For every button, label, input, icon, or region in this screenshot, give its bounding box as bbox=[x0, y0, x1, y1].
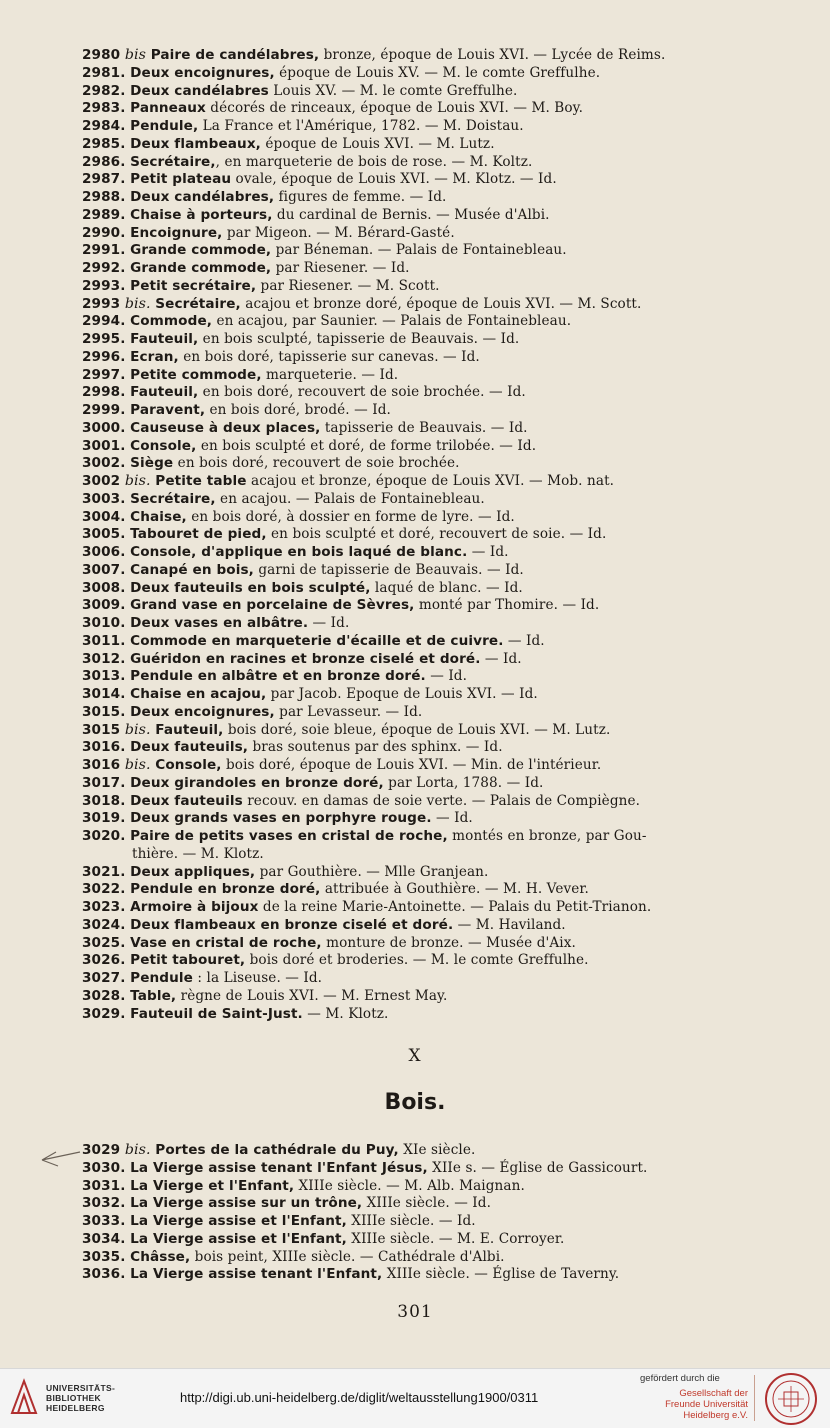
entry-number: 2997. bbox=[82, 366, 126, 383]
catalogue-entry bbox=[82, 509, 752, 527]
entry-title: Canapé en bois, bbox=[130, 561, 254, 578]
catalogue-entry bbox=[82, 1213, 762, 1231]
catalogue-entry bbox=[82, 491, 752, 509]
entry-title: Pendule en albâtre et en bronze doré. bbox=[130, 668, 426, 685]
entry-title: Vase en cristal de roche, bbox=[130, 934, 322, 951]
entry-continuation: thière. — M. Klotz. bbox=[132, 845, 264, 862]
entry-description: décorés de rinceaux, époque de Louis XVI. — M. Boy. bbox=[205, 100, 584, 117]
entry-title: Deux girandoles en bronze doré, bbox=[130, 774, 384, 791]
entry-title: Paire de candélabres, bbox=[150, 47, 320, 63]
entry-description: par Béneman. — Palais de Fontainebleau. bbox=[271, 242, 567, 259]
entry-title: La Vierge assise tenant l'Enfant, bbox=[130, 1266, 383, 1283]
catalogue-entries-wood bbox=[82, 1142, 762, 1284]
catalogue-entry bbox=[82, 420, 752, 438]
source-url-link[interactable]: http://digi.ub.uni-heidelberg.de/diglit/weltausstellung1900/0311 bbox=[180, 1390, 539, 1405]
entry-description: monté par Thomire. — Id. bbox=[414, 597, 600, 614]
section-number: X bbox=[408, 1046, 422, 1066]
entry-title: Console, bbox=[130, 437, 197, 454]
entry-number: 3024. bbox=[82, 916, 126, 933]
catalogue-entry bbox=[82, 136, 752, 154]
entry-title: Petit plateau bbox=[130, 171, 232, 188]
entry-title: Deux encoignures, bbox=[130, 64, 275, 81]
entry-title: La Vierge assise et l'Enfant, bbox=[130, 1230, 347, 1247]
entry-number: 3028. bbox=[82, 987, 126, 1004]
catalogue-entry bbox=[82, 473, 752, 491]
entry-number: 2985. bbox=[82, 135, 126, 152]
catalogue-entry bbox=[82, 349, 752, 367]
entry-number: 2991. bbox=[82, 242, 126, 259]
entry-description: en bois doré, recouvert de soie brochée. bbox=[173, 455, 460, 472]
entry-title: Deux vases en albâtre. bbox=[130, 615, 309, 631]
entry-title: Encoignure, bbox=[130, 224, 223, 241]
entry-number: 3012. bbox=[82, 650, 126, 667]
entry-number: 3001. bbox=[82, 437, 126, 454]
section-title: Bois. bbox=[384, 1090, 446, 1115]
entry-description: XIIIe siècle. — Église de Taverny. bbox=[382, 1266, 620, 1283]
entry-number: 3014. bbox=[82, 686, 126, 702]
catalogue-entry bbox=[82, 651, 752, 669]
entry-description: en bois doré, recouvert de soie brochée. — Id. bbox=[198, 384, 526, 401]
entry-title: Paire de petits vases en cristal de roche, bbox=[130, 828, 448, 844]
entry-number: 3034. bbox=[82, 1230, 126, 1247]
library-logo-icon bbox=[8, 1377, 40, 1417]
entry-title: Fauteuil, bbox=[155, 721, 224, 738]
entry-title: Deux fauteuils en bois sculpté, bbox=[130, 579, 371, 596]
entry-description: XIIIe siècle. — Id. bbox=[346, 1213, 476, 1229]
entry-number: 3016 bbox=[82, 757, 121, 773]
catalogue-entry bbox=[82, 242, 752, 260]
entry-description: en bois sculpté et doré, recouvert de soie. — Id. bbox=[266, 526, 607, 543]
entry-description: — M. Klotz. bbox=[302, 1005, 389, 1022]
entry-description: monture de bronze. — Musée d'Aix. bbox=[321, 934, 576, 951]
entry-description: XIIe s. — Église de Gassicourt. bbox=[427, 1159, 648, 1176]
entry-number: 3020. bbox=[82, 828, 126, 844]
entry-description: en bois doré, brodé. — Id. bbox=[205, 402, 391, 418]
catalogue-entry bbox=[82, 296, 752, 314]
entry-title: Fauteuil, bbox=[130, 384, 199, 401]
entry-description: montés en bronze, par Gou- bbox=[447, 828, 647, 844]
entry-description: recouv. en damas de soie verte. — Palais de Compiègne. bbox=[242, 792, 641, 809]
entry-number: 3011. bbox=[82, 632, 126, 649]
university-seal-icon bbox=[764, 1372, 818, 1426]
catalogue-entry bbox=[82, 562, 752, 580]
entry-description: — Id. bbox=[308, 615, 350, 631]
catalogue-entry bbox=[82, 668, 752, 686]
entry-title: Pendule en bronze doré, bbox=[130, 881, 321, 898]
entry-number: 3025. bbox=[82, 934, 126, 951]
catalogue-entry bbox=[82, 1266, 762, 1284]
entry-title: Pendule bbox=[130, 970, 193, 986]
entry-title: La Vierge assise sur un trône, bbox=[130, 1195, 363, 1212]
entry-title: Grand vase en porcelaine de Sèvres, bbox=[130, 597, 415, 614]
entry-number: 3018. bbox=[82, 792, 126, 809]
catalogue-entry bbox=[82, 775, 752, 793]
catalogue-entry bbox=[82, 935, 752, 953]
entry-title: Châsse, bbox=[130, 1248, 191, 1265]
catalogue-entry bbox=[82, 455, 752, 473]
entry-description: en bois doré, à dossier en forme de lyre. — Id. bbox=[186, 508, 515, 525]
entry-title: Petit secrétaire, bbox=[130, 277, 257, 294]
catalogue-entry bbox=[82, 952, 752, 970]
entry-title: Siège bbox=[130, 455, 174, 472]
catalogue-entry bbox=[82, 1231, 762, 1249]
entry-number: 3006. bbox=[82, 544, 126, 560]
entry-title: Petit tabouret, bbox=[130, 952, 246, 969]
entry-description: attribuée à Gouthière. — M. H. Vever. bbox=[320, 881, 589, 898]
catalogue-entry bbox=[82, 225, 752, 243]
entry-description: XIe siècle. bbox=[398, 1142, 476, 1158]
entry-description: par Riesener. — Id. bbox=[271, 260, 410, 276]
catalogue-entry bbox=[82, 260, 752, 278]
entry-description: par Riesener. — M. Scott. bbox=[256, 277, 440, 294]
pencil-arrow-icon bbox=[38, 1148, 82, 1168]
entry-title: Guéridon en racines et bronze ciselé et doré. bbox=[130, 650, 481, 667]
catalogue-entry bbox=[82, 615, 752, 633]
entry-title: Tabouret de pied, bbox=[130, 526, 267, 543]
entry-title: Deux fauteuils bbox=[130, 792, 243, 809]
catalogue-entry bbox=[82, 1142, 762, 1160]
entry-number: 2992. bbox=[82, 260, 126, 276]
entry-number: 2993. bbox=[82, 277, 126, 294]
catalogue-entry bbox=[82, 757, 752, 775]
entry-bis: bis. bbox=[124, 473, 151, 489]
catalogue-entry bbox=[82, 686, 752, 704]
entry-number: 3017. bbox=[82, 774, 126, 791]
entry-number: 3029 bbox=[82, 1142, 121, 1158]
entry-number: 2987. bbox=[82, 171, 126, 188]
entry-description: La France et l'Amérique, 1782. — M. Doistau. bbox=[198, 118, 524, 134]
catalogue-entry bbox=[82, 47, 752, 65]
entry-description: bois doré, soie bleue, époque de Louis XVI. — M. Lutz. bbox=[223, 721, 611, 738]
entry-bis: bis. bbox=[124, 295, 151, 312]
entry-description: du cardinal de Bernis. — Musée d'Albi. bbox=[272, 206, 550, 223]
entry-title: Panneaux bbox=[130, 100, 206, 117]
page-number: 301 bbox=[397, 1302, 433, 1322]
entry-number: 3031. bbox=[82, 1177, 126, 1194]
catalogue-entry bbox=[82, 828, 752, 864]
entry-number: 3019. bbox=[82, 810, 126, 827]
entry-description: époque de Louis XVI. — M. Lutz. bbox=[260, 135, 495, 152]
entry-description: bois peint, XIIIe siècle. — Cathédrale d'Albi. bbox=[190, 1248, 505, 1265]
entry-number: 2994. bbox=[82, 313, 126, 330]
footer-bar bbox=[0, 1368, 830, 1428]
entry-number: 3032. bbox=[82, 1195, 126, 1212]
entry-description: ovale, époque de Louis XVI. — M. Klotz. — Id. bbox=[231, 171, 557, 188]
entry-title: Petite table bbox=[155, 473, 247, 489]
entry-number: 2982. bbox=[82, 82, 126, 99]
entry-number: 3033. bbox=[82, 1213, 126, 1229]
entry-description: bronze, époque de Louis XVI. — Lycée de Reims. bbox=[319, 47, 666, 63]
entry-number: 2996. bbox=[82, 348, 126, 365]
entry-title: Commode en marqueterie d'écaille et de cuivre. bbox=[130, 632, 504, 649]
entry-number: 3007. bbox=[82, 561, 126, 578]
entry-description: Louis XV. — M. le comte Greffulhe. bbox=[268, 82, 518, 99]
catalogue-entry bbox=[82, 83, 752, 101]
entry-number: 3009. bbox=[82, 597, 126, 614]
catalogue-entry bbox=[82, 544, 752, 562]
entry-description: acajou et bronze doré, époque de Louis XVI. — M. Scott. bbox=[240, 295, 642, 312]
entry-description: par Lorta, 1788. — Id. bbox=[383, 774, 544, 791]
entry-description: bois doré et broderies. — M. le comte Greffulhe. bbox=[245, 952, 589, 969]
entry-description: XIIIe siècle. — Id. bbox=[362, 1195, 492, 1212]
entry-number: 2990. bbox=[82, 224, 126, 241]
catalogue-entry bbox=[82, 189, 752, 207]
entry-number: 2983. bbox=[82, 100, 126, 117]
entry-number: 3021. bbox=[82, 863, 126, 880]
entry-bis: bis. bbox=[124, 757, 151, 773]
library-name: UNIVERSITÄTS- BIBLIOTHEK HEIDELBERG bbox=[46, 1383, 116, 1413]
entry-title: Deux candélabres, bbox=[130, 189, 275, 205]
catalogue-entry bbox=[82, 881, 752, 899]
entry-description: époque de Louis XV. — M. le comte Greffulhe. bbox=[274, 64, 601, 81]
entry-title: Commode, bbox=[130, 313, 213, 330]
entry-description: — Id. bbox=[425, 668, 468, 685]
entry-number: 3003. bbox=[82, 490, 126, 507]
catalogue-entry bbox=[82, 367, 752, 385]
entry-title: Deux candélabres bbox=[130, 82, 269, 99]
entry-title: Table, bbox=[130, 987, 177, 1004]
entry-description: en bois doré, tapisserie sur canevas. — Id. bbox=[178, 348, 480, 365]
entry-number: 3026. bbox=[82, 952, 126, 969]
catalogue-entry bbox=[82, 793, 752, 811]
footer-divider bbox=[754, 1375, 755, 1421]
entry-title: Console, d'applique en bois laqué de blanc. bbox=[130, 544, 468, 560]
entry-description: règne de Louis XVI. — M. Ernest May. bbox=[176, 987, 448, 1004]
entry-title: Chaise à porteurs, bbox=[130, 206, 273, 223]
entry-title: Deux appliques, bbox=[130, 863, 256, 880]
entry-number: 2980 bbox=[82, 47, 121, 63]
catalogue-entry bbox=[82, 1160, 762, 1178]
entry-number: 2981. bbox=[82, 64, 126, 81]
entry-title: Deux grands vases en porphyre rouge. bbox=[130, 810, 432, 827]
entry-title: Pendule, bbox=[130, 118, 199, 134]
entry-title: Secrétaire, bbox=[130, 490, 216, 507]
entry-description: acajou et bronze, époque de Louis XVI. — Mob. nat. bbox=[246, 473, 615, 489]
catalogue-entry bbox=[82, 154, 752, 172]
entry-number: 3023. bbox=[82, 899, 126, 915]
entry-number: 3029. bbox=[82, 1005, 126, 1022]
entry-description: bois doré, époque de Louis XVI. — Min. de l'intérieur. bbox=[221, 757, 602, 773]
entry-bis: bis. bbox=[124, 1142, 151, 1158]
catalogue-entry bbox=[82, 597, 752, 615]
entry-number: 2998. bbox=[82, 384, 126, 401]
catalogue-entry bbox=[82, 1178, 762, 1196]
entry-title: Petite commode, bbox=[130, 366, 262, 383]
entry-title: Deux fauteuils, bbox=[130, 739, 249, 756]
entry-title: Causeuse à deux places, bbox=[130, 419, 321, 436]
entry-title: Grande commode, bbox=[130, 260, 272, 276]
entry-title: Fauteuil de Saint-Just. bbox=[130, 1005, 303, 1022]
entry-number: 3000. bbox=[82, 419, 126, 436]
catalogue-entry bbox=[82, 988, 752, 1006]
entry-title: La Vierge et l'Enfant, bbox=[130, 1177, 295, 1194]
catalogue-entry bbox=[82, 739, 752, 757]
catalogue-entry bbox=[82, 438, 752, 456]
entry-number: 2995. bbox=[82, 331, 126, 347]
entry-description: — Id. bbox=[480, 650, 522, 667]
entry-description: en bois sculpté, tapisserie de Beauvais. — Id. bbox=[198, 331, 520, 347]
catalogue-entry bbox=[82, 722, 752, 740]
entry-description: laqué de blanc. — Id. bbox=[370, 579, 523, 596]
entry-number: 2993 bbox=[82, 295, 121, 312]
entry-description: XIIIe siècle. — M. E. Corroyer. bbox=[346, 1230, 565, 1247]
entry-title: Deux encoignures, bbox=[130, 703, 275, 720]
entry-number: 3016. bbox=[82, 739, 126, 756]
entry-number: 3013. bbox=[82, 668, 126, 685]
entry-title: Armoire à bijoux bbox=[130, 899, 259, 915]
entry-title: Portes de la cathédrale du Puy, bbox=[155, 1142, 399, 1158]
entry-number: 3036. bbox=[82, 1266, 126, 1283]
catalogue-entry bbox=[82, 331, 752, 349]
entry-number: 3004. bbox=[82, 508, 126, 525]
entry-number: 2989. bbox=[82, 206, 126, 223]
entry-description: par Jacob. Epoque de Louis XVI. — Id. bbox=[266, 686, 538, 702]
entry-title: Chaise, bbox=[130, 508, 187, 525]
entry-description: par Migeon. — M. Bérard-Gasté. bbox=[222, 224, 455, 241]
catalogue-entry bbox=[82, 1195, 762, 1213]
catalogue-entry bbox=[82, 278, 752, 296]
entry-number: 3002 bbox=[82, 473, 121, 489]
entry-number: 3027. bbox=[82, 970, 126, 986]
entry-title: Chaise en acajou, bbox=[130, 686, 267, 702]
catalogue-entry bbox=[82, 899, 752, 917]
entry-number: 2999. bbox=[82, 402, 126, 418]
entry-number: 3015 bbox=[82, 721, 121, 738]
entry-description: par Gouthière. — Mlle Granjean. bbox=[255, 863, 489, 880]
catalogue-entry bbox=[82, 118, 752, 136]
catalogue-entry bbox=[82, 917, 752, 935]
entry-number: 3010. bbox=[82, 615, 126, 631]
entry-description: XIIIe siècle. — M. Alb. Maignan. bbox=[294, 1177, 525, 1194]
catalogue-entries-furniture bbox=[82, 47, 752, 1023]
entry-title: Ecran, bbox=[130, 348, 179, 365]
entry-number: 3030. bbox=[82, 1159, 126, 1176]
entry-description: bras soutenus par des sphinx. — Id. bbox=[248, 739, 503, 756]
entry-number: 3022. bbox=[82, 881, 126, 898]
catalogue-entry bbox=[82, 313, 752, 331]
entry-description: en acajou, par Saunier. — Palais de Fontainebleau. bbox=[212, 313, 572, 330]
entry-description: en acajou. — Palais de Fontainebleau. bbox=[215, 490, 485, 507]
catalogue-entry bbox=[82, 384, 752, 402]
entry-description: en bois sculpté et doré, de forme trilobée. — Id. bbox=[196, 437, 537, 454]
entry-number: 3008. bbox=[82, 579, 126, 596]
catalogue-entry bbox=[82, 171, 752, 189]
entry-description: — Id. bbox=[503, 632, 545, 649]
entry-title: Console, bbox=[155, 757, 222, 773]
entry-number: 2988. bbox=[82, 189, 126, 205]
entry-title: Paravent, bbox=[130, 402, 206, 418]
catalogue-entry bbox=[82, 864, 752, 882]
entry-title: Secrétaire, bbox=[130, 153, 216, 170]
catalogue-entry bbox=[82, 402, 752, 420]
entry-title: Fauteuil, bbox=[130, 331, 199, 347]
entry-number: 2984. bbox=[82, 118, 126, 134]
entry-description: garni de tapisserie de Beauvais. — Id. bbox=[253, 561, 524, 578]
entry-title: Deux flambeaux en bronze ciselé et doré. bbox=[130, 916, 454, 933]
catalogue-entry bbox=[82, 65, 752, 83]
sponsor-label: gefördert durch die bbox=[640, 1373, 720, 1384]
entry-bis: bis bbox=[124, 47, 147, 63]
sponsor-name: Gesellschaft der Freunde Universität Heidelberg e.V. bbox=[665, 1388, 748, 1421]
entry-number: 3005. bbox=[82, 526, 126, 543]
entry-title: Deux flambeaux, bbox=[130, 135, 261, 152]
entry-description: — Id. bbox=[431, 810, 473, 827]
catalogue-entry bbox=[82, 526, 752, 544]
entry-description: — M. Haviland. bbox=[453, 916, 566, 933]
entry-description: figures de femme. — Id. bbox=[274, 189, 447, 205]
entry-number: 3035. bbox=[82, 1248, 126, 1265]
entry-title: La Vierge assise tenant l'Enfant Jésus, bbox=[130, 1159, 428, 1176]
entry-description: , en marqueterie de bois de rose. — M. Koltz. bbox=[215, 153, 533, 170]
entry-number: 3015. bbox=[82, 703, 126, 720]
catalogue-entry bbox=[82, 704, 752, 722]
entry-description: — Id. bbox=[467, 544, 509, 560]
catalogue-entry bbox=[82, 100, 752, 118]
catalogue-entry bbox=[82, 1249, 762, 1267]
entry-description: par Levasseur. — Id. bbox=[274, 703, 423, 720]
catalogue-entry bbox=[82, 207, 752, 225]
entry-number: 2986. bbox=[82, 153, 126, 170]
entry-description: marqueterie. — Id. bbox=[261, 366, 399, 383]
catalogue-entry bbox=[82, 580, 752, 598]
catalogue-entry bbox=[82, 1006, 752, 1024]
entry-title: Secrétaire, bbox=[155, 295, 241, 312]
catalogue-entry bbox=[82, 633, 752, 651]
entry-description: tapisserie de Beauvais. — Id. bbox=[320, 419, 528, 436]
entry-number: 3002. bbox=[82, 455, 126, 472]
entry-title: La Vierge assise et l'Enfant, bbox=[130, 1213, 347, 1229]
entry-title: Grande commode, bbox=[130, 242, 272, 259]
entry-description: de la reine Marie-Antoinette. — Palais du Petit-Trianon. bbox=[258, 899, 652, 915]
catalogue-entry bbox=[82, 810, 752, 828]
catalogue-entry bbox=[82, 970, 752, 988]
entry-description: : la Liseuse. — Id. bbox=[192, 970, 323, 986]
entry-bis: bis. bbox=[124, 721, 151, 738]
